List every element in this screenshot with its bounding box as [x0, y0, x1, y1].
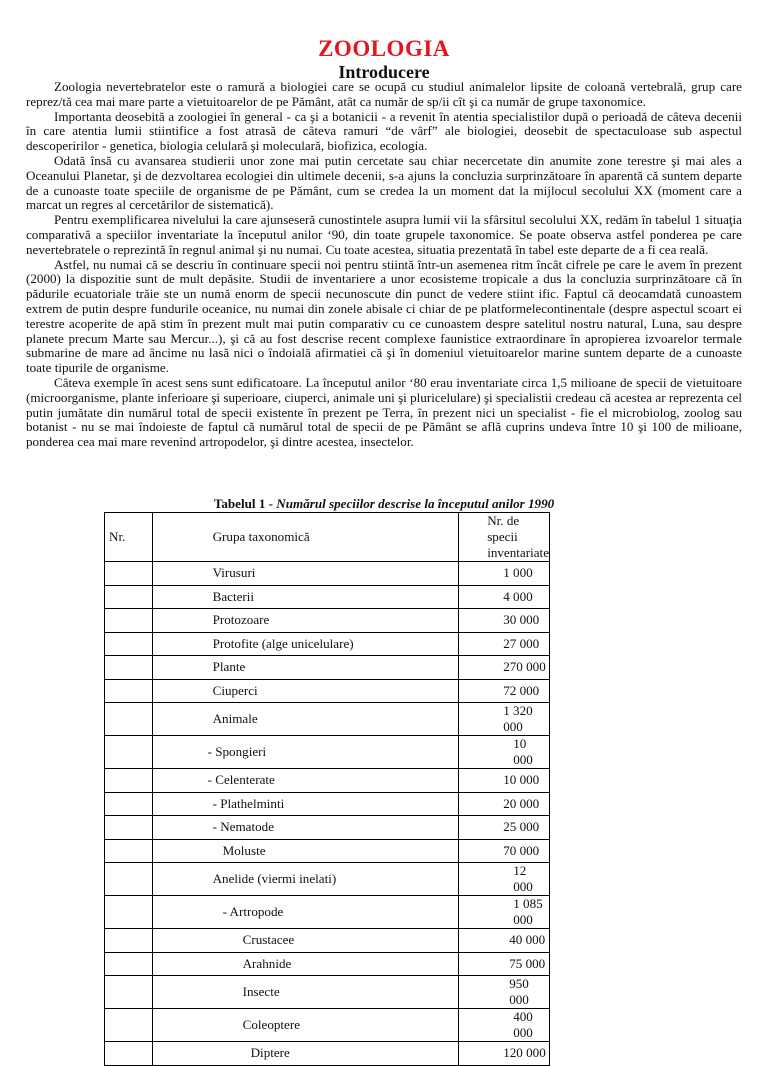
paragraph: Câteva exemple în acest sens sunt edificatoare. La începutul anilor ‘80 erau inventariate circa 1,5 milioane de specii de vietuitoare (microorganisme, plante inferioare şi superioare, ciuperci, animale uni şi pluricelulare) şi specialistii credeau că acestea ar reprezenta cel putin jumătate din numărul total de specii existente în prezent pe Terra, în prezent nici un specialist - fie el microbiolog, zoolog sau botanist - nu se mai îndoieste de faptul că numărul total de specii de pe Pământ se află cuprins undeva între 10 şi 100 de milioane, ponderea cea mai mare revenind artropodelor, şi dintre acestea, insectelor. — [26, 374, 742, 450]
row-count: 400 000 — [459, 1009, 550, 1042]
row-nr — [105, 769, 153, 793]
row-nr — [105, 976, 153, 1009]
row-group: Moluste — [152, 839, 459, 863]
table-row — [105, 703, 550, 736]
row-group: Arahnide — [152, 952, 459, 976]
intro-text — [26, 80, 742, 450]
row-count: 27 000 — [459, 632, 550, 656]
row-nr — [105, 816, 153, 840]
row-count: 72 000 — [459, 679, 550, 703]
header-nr: Nr. — [105, 513, 153, 562]
section-subtitle: Introducere — [338, 62, 430, 82]
table-row — [105, 792, 550, 816]
row-count: 10 000 — [459, 736, 550, 769]
row-count: 30 000 — [459, 609, 550, 633]
row-nr — [105, 562, 153, 586]
paragraph: Astfel, nu numai că se descriu în continuare specii noi pentru stiintă într-un asemenea ritm încât cifrele pe care le avem în prezent (2000) la dispozitie sunt de mult depăsite. Studii de inventariere a unor ecosisteme tropicale a dus la concluzia surprinzătoare că în pădurile ecuatoriale trăie ste un numă enorm de specii necunoscute din punct de vedere stiint ific. Faptul că deocamdată cunoastem extrem de putin despre fundurile oceanice, nu numai din zonele abisale ci chiar de pe platformelecontinentale (despre aspectul scoart ei terestre acoperite de apă stim în prezent mult mai putin comparativ cu ce cunoastem despre satelitul nostru natural, Luna, sau despre planete precum Marte sau Mercur...), şi că au fost descrise recent complexe faunistice extraordinare în apropierea izvoarelor termale submarine de mare ad âncime nu lasă nici o îndoială afirmatiei că şi în domeniul vietuitoarelor marine suntem departe de a cunoaste toate tipurile de organisme. — [26, 256, 742, 376]
row-group: - Celenterate — [152, 769, 459, 793]
row-group: Anelide (viermi inelati) — [152, 863, 459, 896]
row-nr — [105, 736, 153, 769]
row-nr — [105, 896, 153, 929]
table-row — [105, 609, 550, 633]
row-count: 75 000 — [459, 952, 550, 976]
row-group: Animale — [152, 703, 459, 736]
table-row — [105, 863, 550, 896]
row-count: 70 000 — [459, 839, 550, 863]
row-group: Protofite (alge unicelulare) — [152, 632, 459, 656]
row-nr — [105, 863, 153, 896]
table-row — [105, 929, 550, 953]
row-nr — [105, 792, 153, 816]
row-group: - Nematode — [152, 816, 459, 840]
row-group: Coleoptere — [152, 1009, 459, 1042]
table-row — [105, 562, 550, 586]
row-nr — [105, 952, 153, 976]
table-row — [105, 769, 550, 793]
row-group: Bacterii — [152, 585, 459, 609]
row-nr — [105, 839, 153, 863]
row-group: Protozoare — [152, 609, 459, 633]
table-row — [105, 1009, 550, 1042]
row-nr — [105, 929, 153, 953]
row-count: 20 000 — [459, 792, 550, 816]
row-count: 950 000 — [459, 976, 550, 1009]
row-count: 10 000 — [459, 769, 550, 793]
table-row — [105, 679, 550, 703]
row-nr — [105, 609, 153, 633]
row-group: - Spongieri — [152, 736, 459, 769]
paragraph: Zoologia nevertebratelor este o ramură a biologiei care se ocupă cu studiul animalelor lipsite de coloană vertebrală, grup care reprez/tă cea mai mare parte a vietuitoarelor de pe Pământ, atât ca număr de sp/ii cît şi ca număr de grupe taxonomice. — [26, 79, 742, 109]
row-nr — [105, 679, 153, 703]
row-count: 270 000 — [459, 656, 550, 680]
row-count: 25 000 — [459, 816, 550, 840]
table-caption-title: Numărul speciilor descrise la începutul anilor 1990 — [276, 496, 555, 511]
row-count: 12 000 — [459, 863, 550, 896]
paragraph: Importanta deosebită a zoologiei în general - ca şi a botanicii - a revenit în atentia specialistilor după o perioadă de câteva decenii în care atentia lumii stiintifice a fost atrasă de câteva ramuri “de vârf” ale biologiei, deosebit de spectaculoase sub aspectul descoperirilor - genetica, biologia celulară şi moleculară, biofizica, ecologia. — [26, 108, 742, 154]
row-nr — [105, 656, 153, 680]
table-header-row — [105, 513, 550, 562]
table-row — [105, 1042, 550, 1066]
row-group: Plante — [152, 656, 459, 680]
row-count: 1 085 000 — [459, 896, 550, 929]
table-row — [105, 656, 550, 680]
table-row — [105, 896, 550, 929]
row-count: 1 320 000 — [459, 703, 550, 736]
row-group: Insecte — [152, 976, 459, 1009]
page-title: ZOOLOGIA — [318, 36, 450, 61]
row-nr — [105, 585, 153, 609]
table-caption — [0, 496, 768, 512]
row-group: - Plathelminti — [152, 792, 459, 816]
header-group: Grupa taxonomică — [152, 513, 459, 562]
table-row — [105, 585, 550, 609]
row-group: - Artropode — [152, 896, 459, 929]
row-count: 1 000 — [459, 562, 550, 586]
row-nr — [105, 632, 153, 656]
row-group: Virusuri — [152, 562, 459, 586]
table-row — [105, 952, 550, 976]
table-row — [105, 839, 550, 863]
paragraph: Odată însă cu avansarea studierii unor zone mai putin cercetate sau chiar necercetate din anumite zone terestre şi mai ales a Oceanului Planetar, şi de dezvoltarea ecologiei din ultimele decenii, s-a ajuns la concluzia surprinzătoare în aparentă că suntem departe de a cunoaste toate speciile de organisme de pe Pământ, cum se credea la un moment dat la mijlocul secolului XX (moment care a marcat un regres al cercetărilor de sistematică). — [26, 152, 742, 213]
table-caption-prefix: Tabelul 1 - — [213, 496, 277, 511]
species-table — [104, 512, 550, 1066]
row-nr — [105, 703, 153, 736]
row-group: Diptere — [152, 1042, 459, 1066]
table-row — [105, 816, 550, 840]
paragraph: Pentru exemplificarea nivelului la care ajunseseră cunostintele asupra lumii vii la sfârsitul secolului XX, redăm în tabelul 1 situaţia comparativă a speciilor inventariate la începutul anilor ‘90, din toate grupele taxonomice. Se poate observa astfel ponderea pe care nevertebratele o reprezintă în regnul animal şi nu numai. Cu toate acestea, situatia prezentată în tabel este departe de a fi cea reală. — [26, 212, 742, 257]
table-row — [105, 736, 550, 769]
header-count: Nr. de specii inventariate — [459, 513, 550, 562]
row-count: 40 000 — [459, 929, 550, 953]
row-nr — [105, 1042, 153, 1066]
table-row — [105, 632, 550, 656]
row-count: 120 000 — [459, 1042, 550, 1066]
row-group: Crustacee — [152, 929, 459, 953]
row-group: Ciuperci — [152, 679, 459, 703]
table-row — [105, 976, 550, 1009]
row-count: 4 000 — [459, 585, 550, 609]
row-nr — [105, 1009, 153, 1042]
